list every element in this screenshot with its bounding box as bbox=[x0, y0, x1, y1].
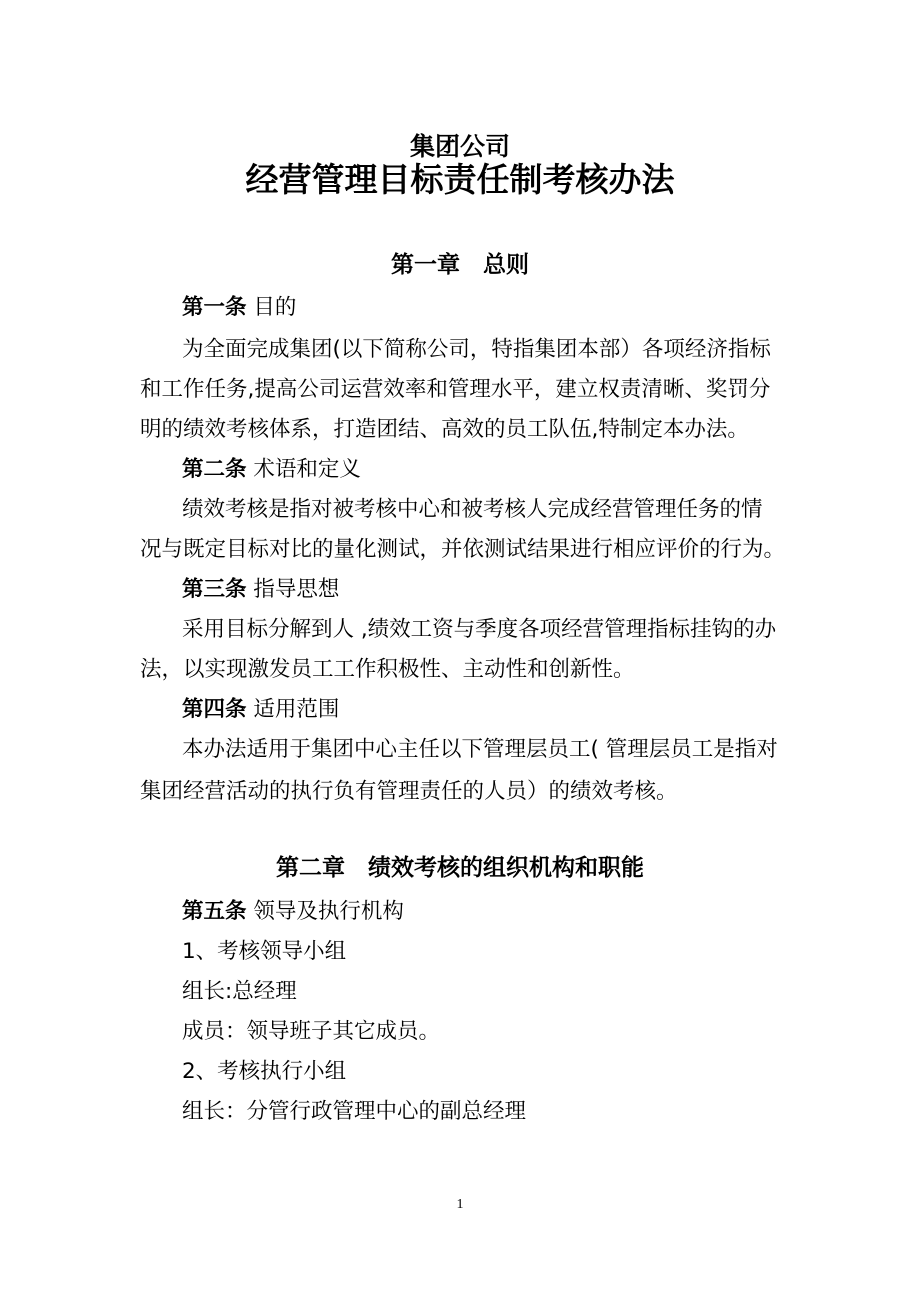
page-title: 经营管理目标责任制考核办法 bbox=[245, 160, 675, 199]
article-number: 第五条 bbox=[182, 899, 247, 924]
paragraph-line: 法，以实现激发员工工作积极性、主动性和创新性。 bbox=[140, 657, 635, 682]
chapter-2-heading: 第二章 绩效考核的组织机构和职能 bbox=[276, 855, 644, 881]
chapter-1-heading: 第一章 总则 bbox=[391, 252, 529, 278]
article-title: 目的 bbox=[253, 295, 297, 320]
paragraph-line: 况与既定目标对比的量化测试，并依测试结果进行相应评价的行为。 bbox=[140, 537, 786, 562]
article-3-heading bbox=[182, 575, 339, 605]
article-title: 术语和定义 bbox=[253, 457, 361, 482]
paragraph-line: 为全面完成集团(以下简称公司，特指集团本部）各项经济指标 bbox=[182, 337, 771, 362]
list-item: 组长：分管行政管理中心的副总经理 bbox=[182, 1099, 527, 1124]
list-item: 组长:总经理 bbox=[182, 979, 297, 1004]
title-line-1: 集团公司 bbox=[409, 132, 510, 161]
paragraph-line: 绩效考核是指对被考核中心和被考核人完成经营管理任务的情 bbox=[182, 497, 763, 522]
paragraph-line: 和工作任务,提高公司运营效率和管理水平，建立权责清晰、奖罚分 bbox=[140, 377, 771, 402]
list-item: 成员：领导班子其它成员。 bbox=[182, 1019, 441, 1044]
paragraph-line: 本办法适用于集团中心主任以下管理层员工( 管理层员工是指对 bbox=[182, 737, 778, 762]
paragraph-line: 集团经营活动的执行负有管理责任的人员）的绩效考核。 bbox=[140, 779, 678, 804]
page-number: 1 bbox=[456, 1197, 464, 1212]
article-title: 指导思想 bbox=[253, 577, 340, 602]
article-title: 适用范围 bbox=[253, 697, 340, 722]
article-title: 领导及执行机构 bbox=[253, 899, 404, 924]
article-2-heading bbox=[182, 455, 361, 485]
article-5-heading bbox=[182, 897, 404, 927]
list-item: 2、考核执行小组 bbox=[182, 1059, 347, 1084]
article-number: 第二条 bbox=[182, 457, 247, 482]
article-number: 第一条 bbox=[182, 295, 247, 320]
article-4-heading bbox=[182, 695, 339, 725]
article-1-heading bbox=[182, 293, 296, 323]
list-item: 1、考核领导小组 bbox=[182, 939, 347, 964]
paragraph-line: 采用目标分解到人 ,绩效工资与季度各项经营管理指标挂钩的办 bbox=[182, 617, 777, 642]
paragraph-line: 明的绩效考核体系，打造团结、高效的员工队伍,特制定本办法。 bbox=[140, 417, 749, 442]
article-number: 第三条 bbox=[182, 577, 247, 602]
article-number: 第四条 bbox=[182, 697, 247, 722]
